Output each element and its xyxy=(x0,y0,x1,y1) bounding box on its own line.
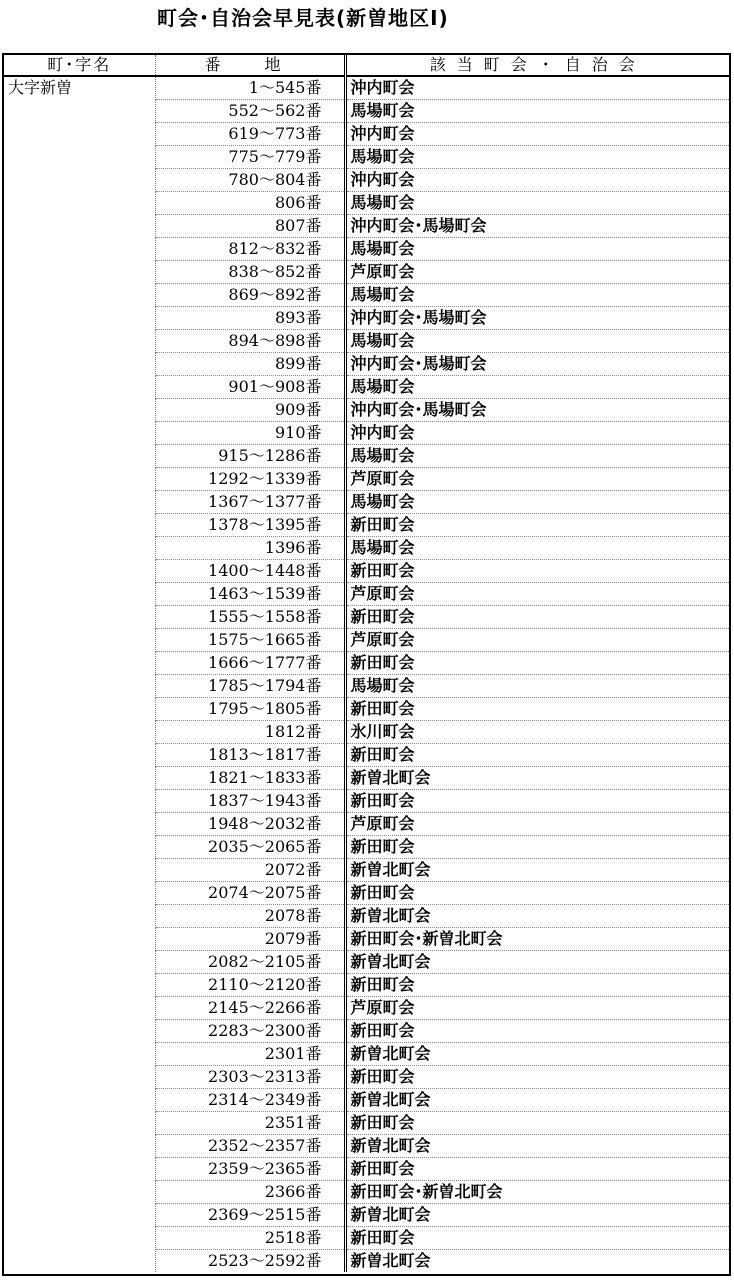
lot-range-cell: 2366番 xyxy=(155,1181,345,1204)
header-town: 町･字名 xyxy=(4,55,155,76)
association-cell: 新田町会 xyxy=(345,1112,729,1135)
association-cell: 新田町会･新曽北町会 xyxy=(345,928,729,951)
lot-range-cell: 1837～1943番 xyxy=(155,790,345,813)
association-cell: 新田町会 xyxy=(345,836,729,859)
lot-range-cell: 1575～1665番 xyxy=(155,629,345,652)
lot-range-cell: 1785～1794番 xyxy=(155,675,345,698)
lot-range-cell: 1795～1805番 xyxy=(155,698,345,721)
lot-range-cell: 1396番 xyxy=(155,537,345,560)
association-cell: 新田町会 xyxy=(345,514,729,537)
lot-range-cell: 2352～2357番 xyxy=(155,1135,345,1158)
table-body xyxy=(4,76,729,1272)
page-title: 町会･自治会早見表(新曽地区Ⅰ) xyxy=(157,6,449,30)
association-cell: 馬場町会 xyxy=(345,675,729,698)
lookup-table-frame xyxy=(2,53,731,1276)
association-cell: 新田町会 xyxy=(345,790,729,813)
lot-range-cell: 2301番 xyxy=(155,1043,345,1066)
lot-range-cell: 869～892番 xyxy=(155,284,345,307)
table-header-row xyxy=(4,55,729,76)
association-cell: 沖内町会 xyxy=(345,169,729,192)
lot-range-cell: 1812番 xyxy=(155,721,345,744)
lot-range-cell: 2074～2075番 xyxy=(155,882,345,905)
lot-range-cell: 2369～2515番 xyxy=(155,1204,345,1227)
association-cell: 新曽北町会 xyxy=(350,1251,431,1270)
association-cell: 馬場町会 xyxy=(345,146,729,169)
lot-range-cell: 901～908番 xyxy=(155,376,345,399)
association-cell: 新田町会 xyxy=(345,882,729,905)
lot-range-cell: 1400～1448番 xyxy=(155,560,345,583)
association-cell: 沖内町会･馬場町会 xyxy=(345,307,729,330)
lot-range-cell: 915～1286番 xyxy=(155,445,345,468)
association-cell: 新田町会 xyxy=(345,744,729,767)
lot-range-cell: 1666～1777番 xyxy=(155,652,345,675)
lot-range-cell: 2145～2266番 xyxy=(155,997,345,1020)
association-cell: 馬場町会 xyxy=(345,537,729,560)
lot-range-cell: 838～852番 xyxy=(155,261,345,284)
association-cell: 氷川町会 xyxy=(345,721,729,744)
association-cell: 新田町会 xyxy=(345,1020,729,1043)
association-cell: 沖内町会･馬場町会 xyxy=(345,353,729,376)
lot-range-cell: 2082～2105番 xyxy=(155,951,345,974)
association-cell: 芦原町会 xyxy=(345,997,729,1020)
association-cell: 新曽北町会 xyxy=(345,1135,729,1158)
association-cell: 馬場町会 xyxy=(345,100,729,123)
lot-range-cell: 775～779番 xyxy=(155,146,345,169)
lot-range-cell: 1821～1833番 xyxy=(155,767,345,790)
association-cell: 新田町会 xyxy=(345,1066,729,1089)
lot-range-cell: 910番 xyxy=(155,422,345,445)
association-cell: 新曽北町会 xyxy=(345,767,729,790)
association-cell: 馬場町会 xyxy=(345,238,729,261)
lot-range-cell: 619～773番 xyxy=(155,123,345,146)
association-cell: 沖内町会 xyxy=(345,123,729,146)
association-cell: 新田町会 xyxy=(345,1227,729,1250)
lot-range-cell: 899番 xyxy=(155,353,345,376)
lot-range-cell: 2523～2592番 xyxy=(155,1250,345,1273)
association-cell: 沖内町会 xyxy=(345,76,729,100)
lot-range-cell: 780～804番 xyxy=(155,169,345,192)
lot-range-cell: 1378～1395番 xyxy=(155,514,345,537)
association-cell: 馬場町会 xyxy=(345,376,729,399)
association-cell: 新田町会 xyxy=(345,606,729,629)
association-lookup-table xyxy=(4,55,729,1272)
lot-range-cell: 552～562番 xyxy=(155,100,345,123)
association-cell: 新田町会･新曽北町会 xyxy=(345,1181,729,1204)
lot-range-cell: 894～898番 xyxy=(155,330,345,353)
header-association: 該当町会・自治会 xyxy=(345,55,729,76)
lot-range-cell: 1813～1817番 xyxy=(155,744,345,767)
lot-range-cell: 2283～2300番 xyxy=(155,1020,345,1043)
lot-range-cell: 893番 xyxy=(155,307,345,330)
association-cell: 芦原町会 xyxy=(345,583,729,606)
lot-range-cell: 2078番 xyxy=(155,905,345,928)
association-cell: 新田町会 xyxy=(345,698,729,721)
lot-range-cell: 2518番 xyxy=(155,1227,345,1250)
association-cell: 新田町会 xyxy=(345,560,729,583)
lot-range-cell: 2359～2365番 xyxy=(155,1158,345,1181)
association-cell: 沖内町会･馬場町会 xyxy=(345,399,729,422)
association-cell: 芦原町会 xyxy=(345,468,729,491)
association-cell: 馬場町会 xyxy=(345,192,729,215)
association-cell: 新田町会 xyxy=(345,1158,729,1181)
association-cell: 新曽北町会 xyxy=(345,1204,729,1227)
association-cell: 芦原町会 xyxy=(345,261,729,284)
table-row xyxy=(4,76,729,100)
association-cell: 芦原町会 xyxy=(345,813,729,836)
lot-range-cell: 2079番 xyxy=(155,928,345,951)
lot-range-cell: 807番 xyxy=(155,215,345,238)
association-cell: 馬場町会 xyxy=(345,491,729,514)
lot-range-cell: 2035～2065番 xyxy=(155,836,345,859)
association-cell: 新曽北町会 xyxy=(345,951,729,974)
lot-range-cell: 2072番 xyxy=(155,859,345,882)
lot-range-cell: 2351番 xyxy=(155,1112,345,1135)
association-cell: 芦原町会 xyxy=(345,629,729,652)
association-cell: 新曽北町会 xyxy=(345,905,729,928)
association-cell: 新田町会 xyxy=(345,974,729,997)
lot-range-cell: 1292～1339番 xyxy=(155,468,345,491)
lot-range-cell: 1463～1539番 xyxy=(155,583,345,606)
association-cell: 新曽北町会 xyxy=(345,859,729,882)
lot-range-cell: 806番 xyxy=(155,192,345,215)
association-cell: 新曽北町会 xyxy=(345,1089,729,1112)
lot-range-cell: 1948～2032番 xyxy=(155,813,345,836)
association-cell: 馬場町会 xyxy=(345,445,729,468)
lot-range-cell: 1555～1558番 xyxy=(155,606,345,629)
lot-range-cell: 2303～2313番 xyxy=(155,1066,345,1089)
association-cell: 新曽北町会 xyxy=(345,1043,729,1066)
lot-range-cell: 2314～2349番 xyxy=(155,1089,345,1112)
town-name-cell: 大字新曽 xyxy=(4,76,155,1272)
lot-range-cell: 812～832番 xyxy=(155,238,345,261)
association-cell: 馬場町会 xyxy=(345,330,729,353)
lot-range-cell: 2110～2120番 xyxy=(155,974,345,997)
association-cell: 新田町会 xyxy=(345,652,729,675)
header-lot: 番 地 xyxy=(155,55,345,76)
lot-range-cell: 1367～1377番 xyxy=(155,491,345,514)
association-cell: 馬場町会 xyxy=(345,284,729,307)
lot-range-cell: 1～545番 xyxy=(155,76,345,100)
association-cell: 沖内町会･馬場町会 xyxy=(345,215,729,238)
lot-range-cell: 909番 xyxy=(155,399,345,422)
association-cell: 沖内町会 xyxy=(345,422,729,445)
